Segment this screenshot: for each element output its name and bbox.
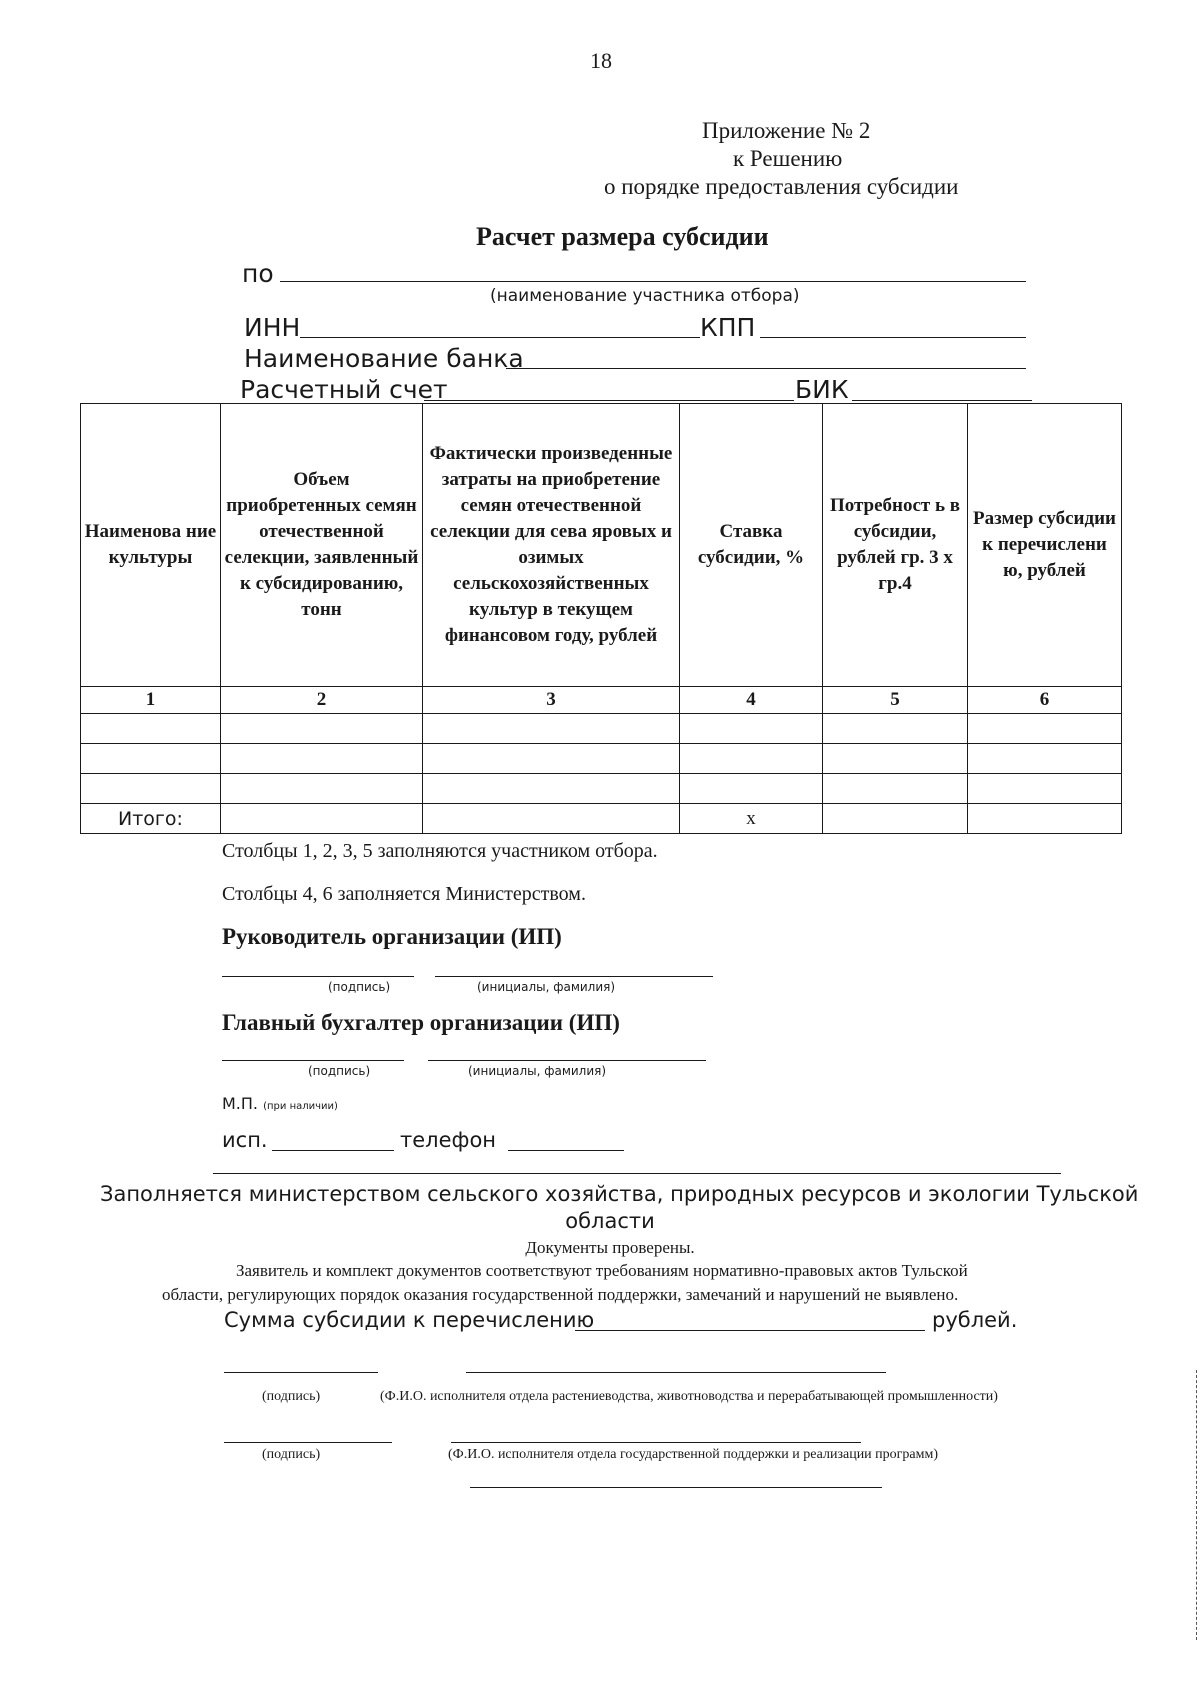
table-cell[interactable] [221,804,423,834]
kpp-label: КПП [700,313,756,342]
accountant-signature-line[interactable] [222,1060,404,1061]
subsidy-table [80,403,1122,834]
bank-line[interactable] [506,368,1026,369]
executor1-podpis-hint: (подпись) [262,1389,321,1404]
sum-line[interactable] [575,1330,925,1331]
table-cell[interactable] [680,714,823,744]
executor1-name-line[interactable] [466,1372,886,1373]
account-line[interactable] [424,400,794,401]
accountant-initials-hint: (инициалы, фамилия) [468,1064,607,1078]
column-number: 3 [423,687,680,714]
po-line[interactable] [280,281,1026,282]
head-title: Руководитель организации (ИП) [222,924,562,949]
appendix-line-1: Приложение № 2 [702,118,871,143]
table-cell[interactable] [423,774,680,804]
executor2-signature-line[interactable] [224,1442,392,1443]
column-number: 2 [221,687,423,714]
mp-label [222,1094,338,1113]
bank-label: Наименование банка [244,344,524,373]
table-cell[interactable] [81,744,221,774]
table-cell[interactable] [221,714,423,744]
table-cell[interactable] [680,744,823,774]
table-cell[interactable] [823,804,968,834]
isp-label: исп. [222,1128,268,1152]
page-number: 18 [590,48,612,73]
kpp-line[interactable] [760,337,1026,338]
bik-line[interactable] [852,400,1032,401]
header-crop-name: Наименова ние культуры [81,404,221,687]
inn-label: ИНН [244,313,301,342]
table-header-row [81,404,1122,687]
column-number: 5 [823,687,968,714]
head-initials-line[interactable] [435,976,713,977]
header-subsidy-amount: Размер субсидии к перечислени ю, рублей [968,404,1122,687]
table-cell[interactable] [968,804,1122,834]
table-cell[interactable] [823,744,968,774]
compliance-line-1: Заявитель и комплект документов соответствуют требованиям нормативно-правовых актов Тульской [236,1261,968,1280]
column-number: 1 [81,687,221,714]
phone-label: телефон [400,1128,497,1152]
executor1-name-hint: (Ф.И.О. исполнителя отдела растениеводства, животноводства и перерабатывающей промышленности) [380,1389,998,1404]
table-cell[interactable] [423,804,680,834]
mp-note: (при наличии) [263,1101,338,1112]
executor2-name-hint: (Ф.И.О. исполнителя отдела государственной поддержки и реализации программ) [448,1447,939,1462]
compliance-line-2: области, регулирующих порядок оказания государственной поддержки, замечаний и нарушений не выявлено. [162,1285,959,1304]
head-initials-hint: (инициалы, фамилия) [477,980,616,994]
ministry-fill-line-2: области [565,1209,655,1233]
ministry-fill-line-1: Заполняется министерством сельского хозяйства, природных ресурсов и экологии Тульской [100,1182,1139,1206]
appendix-line-3: о порядке предоставления субсидии [604,174,959,199]
bottom-extra-line [470,1487,882,1488]
table-cell[interactable] [81,774,221,804]
table-cell[interactable] [968,744,1122,774]
isp-line[interactable] [272,1150,394,1151]
table-cell[interactable] [221,774,423,804]
note-1: Столбцы 1, 2, 3, 5 заполняются участником отбора. [222,840,658,862]
note-2: Столбцы 4, 6 заполняется Министерством. [222,883,586,905]
executor2-name-line[interactable] [451,1442,861,1443]
table-cell[interactable] [221,744,423,774]
bik-label: БИК [795,375,849,404]
table-cell[interactable] [823,774,968,804]
sum-label: Сумма субсидии к перечислению [224,1308,595,1332]
total-mark: х [680,804,823,834]
accountant-podpis-hint: (подпись) [308,1064,371,1078]
phone-line[interactable] [508,1150,624,1151]
table-cell[interactable] [423,714,680,744]
total-label: Итого: [81,804,221,834]
po-hint: (наименование участника отбора) [490,286,800,306]
column-number: 4 [680,687,823,714]
appendix-line-2: к Решению [733,146,843,171]
total-row [81,804,1122,834]
table-cell[interactable] [823,714,968,744]
table-cell[interactable] [968,774,1122,804]
inn-line[interactable] [300,337,700,338]
accountant-initials-line[interactable] [428,1060,706,1061]
column-number: 6 [968,687,1122,714]
scan-edge-mark [1196,1370,1197,1640]
table-cell[interactable] [968,714,1122,744]
table-row[interactable] [81,744,1122,774]
documents-checked: Документы проверены. [525,1238,695,1257]
po-label: по [242,259,274,288]
account-label: Расчетный счет [240,375,448,404]
table-row[interactable] [81,774,1122,804]
executor2-podpis-hint: (подпись) [262,1447,321,1462]
header-subsidy-rate: Ставка субсидии, % [680,404,823,687]
table-cell[interactable] [81,714,221,744]
sum-unit: рублей. [932,1308,1018,1332]
accountant-title: Главный бухгалтер организации (ИП) [222,1010,620,1035]
header-actual-costs: Фактически произведенные затраты на приобретение семян отечественной селекции для сева яровых и озимых сельскохозяйственных культур в текущем финансовом году, рублей [423,404,680,687]
mp-text: М.П. [222,1094,259,1113]
head-podpis-hint: (подпись) [328,980,391,994]
section-divider [213,1173,1061,1174]
executor1-signature-line[interactable] [224,1372,378,1373]
header-seed-volume: Объем приобретенных семян отечественной селекции, заявленный к субсидированию, тонн [221,404,423,687]
table-row[interactable] [81,714,1122,744]
document-title: Расчет размера субсидии [476,222,769,251]
header-subsidy-need: Потребност ь в субсидии, рублей гр. 3 х гр.4 [823,404,968,687]
column-numbers-row [81,687,1122,714]
table-cell[interactable] [423,744,680,774]
head-signature-line[interactable] [222,976,414,977]
table-cell[interactable] [680,774,823,804]
